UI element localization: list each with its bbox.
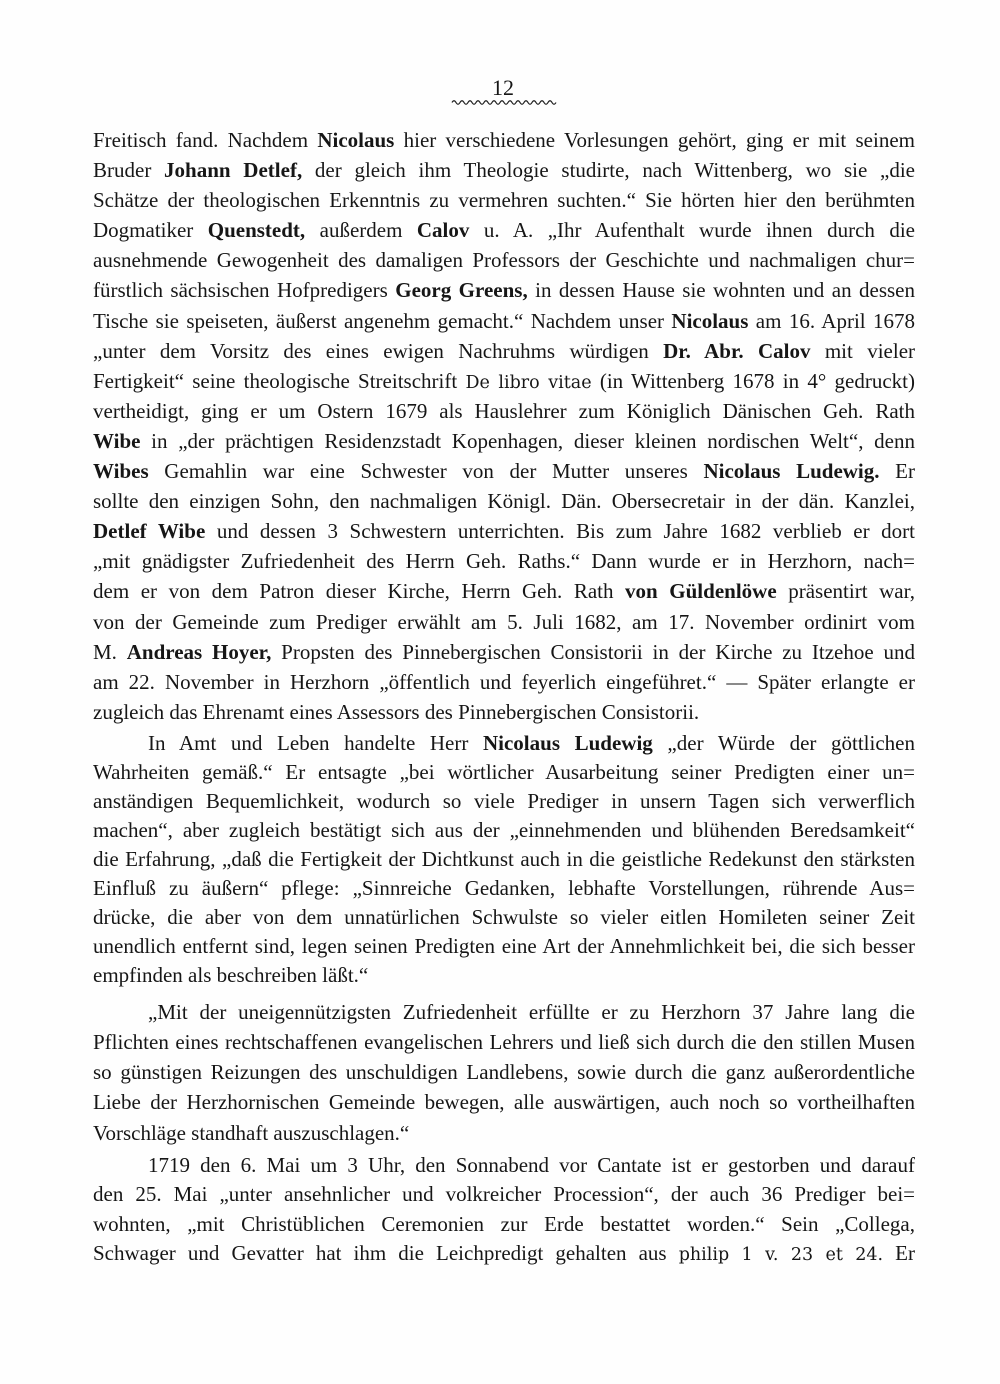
line-text: Bruder bbox=[93, 158, 165, 183]
line-text: in dessen Hause sie wohnten und an dessen bbox=[527, 278, 916, 303]
person-name: Georg Greens, bbox=[395, 278, 528, 303]
paragraph bbox=[93, 997, 915, 1148]
text-line: Liebe der Herzhornischen Gemeinde bewegen, alle auswärtigen, auch noch so vortheilhaften bbox=[93, 1090, 915, 1115]
line-text: Gemahlin war eine Schwester von der Mutter unseres bbox=[148, 459, 704, 484]
line-text: M. bbox=[93, 639, 127, 664]
bible-reference: philip 1 v. 23 et 24. bbox=[678, 1245, 884, 1266]
person-name: Detlef Wibe bbox=[93, 519, 206, 544]
text-line: zugleich das Ehrenamt eines Assessors des Pinnebergischen Consistorii. bbox=[93, 699, 700, 724]
line-text: „der Würde der göttlichen bbox=[652, 731, 915, 756]
paragraph bbox=[93, 125, 915, 727]
text-line: wohnten, „mit Christüblichen Ceremonien zur Erde bestattet worden.“ Sein „Collega, bbox=[93, 1211, 915, 1236]
text-line bbox=[93, 426, 915, 456]
text-line: Pflichten eines rechtschaffenen evangelischen Lehrers und ließ sich durch die den stillen Musen bbox=[93, 1029, 915, 1054]
text-line bbox=[93, 215, 915, 245]
text-line bbox=[93, 729, 915, 758]
line-text: in „der prächtigen Residenzstadt Kopenhagen, dieser kleinen nordischen Welt“, denn bbox=[140, 428, 915, 453]
line-text: In Amt und Leben handelte Herr bbox=[148, 731, 483, 756]
text-line: die Erfahrung, „daß die Fertigkeit der Dichtkunst auch in die geistliche Redekunst den stärksten bbox=[93, 847, 915, 872]
person-name: Wibes bbox=[93, 459, 149, 484]
line-text: Freitisch fand. Nachdem bbox=[93, 128, 318, 152]
page-body bbox=[93, 125, 915, 1268]
text-line: so günstigen Reizungen des unschuldigen Landlebens, sowie durch die ganz außerordentliche bbox=[93, 1060, 915, 1085]
text-line bbox=[93, 125, 915, 155]
line-text: der gleich ihm Theologie studirte, nach Wittenberg, wo sie „die bbox=[302, 158, 915, 183]
text-line: 1719 den 6. Mai um 3 Uhr, den Sonnabend vor Cantate ist er gestorben und darauf bbox=[148, 1153, 915, 1178]
text-line: anständigen Bequemlichkeit, wodurch so viele Prediger in unsern Tagen sich verwerflich bbox=[93, 789, 915, 814]
line-text: fürstlich sächsischen Hofpredigers bbox=[93, 278, 396, 303]
text-line: am 22. November in Herzhorn „öffentlich und feyerlich eingeführet.“ — Später erlangte er bbox=[93, 669, 915, 694]
line-text: Schwager und Gevatter hat ihm die Leichpredigt gehalten aus bbox=[93, 1241, 679, 1266]
person-name: Nicolaus bbox=[317, 128, 395, 152]
text-line bbox=[93, 336, 915, 366]
text-line: Schätze der theologischen Erkenntnis zu vermehren suchten.“ Sie hörten hier den berühmten bbox=[93, 188, 915, 213]
text-line: sollte den einzigen Sohn, den nachmaligen Königl. Dän. Obersecretair in der dän. Kanzlei, bbox=[93, 489, 915, 514]
line-text: (in Wittenberg 1678 in 4° gedruckt) bbox=[591, 368, 915, 393]
page-number-wavy-underline bbox=[451, 98, 558, 107]
person-name: von Güldenlöwe bbox=[625, 579, 777, 604]
line-text: am 16. April 1678 bbox=[748, 308, 916, 333]
text-line: unendlich entfernt sind, legen seinen Predigten eine Art der Annehmlichkeit bei, die sich besser bbox=[93, 934, 915, 959]
text-line: Vorschläge standhaft auszuschlagen.“ bbox=[93, 1120, 410, 1145]
line-text: und dessen 3 Schwestern unterrichten. Bis zum Jahre 1682 verblieb er dort bbox=[205, 519, 915, 544]
person-name: Nicolaus Ludewig bbox=[482, 731, 653, 756]
text-line: vertheidigt, ging er um Ostern 1679 als Hauslehrer zum Königlich Dänischen Geh. Rath bbox=[93, 398, 915, 423]
latin-title: De libro vitae bbox=[465, 372, 592, 393]
page-number: 12 bbox=[492, 75, 514, 100]
line-text: u. A. „Ihr Aufenthalt wurde ihnen durch die bbox=[469, 218, 915, 243]
text-line: Wahrheiten gemäß.“ Er entsagte „bei wörtlicher Ausarbeitung seiner Predigten einer un= bbox=[93, 760, 915, 785]
text-line bbox=[93, 275, 915, 305]
line-text: Propsten des Pinnebergischen Consistorii in der Kirche zu Itzehoe und bbox=[271, 639, 915, 664]
line-text: Er bbox=[883, 1241, 916, 1266]
person-name: Wibe bbox=[93, 428, 141, 453]
line-text: „unter dem Vorsitz des eines ewigen Nachruhms würdigen bbox=[93, 338, 664, 363]
person-name: Nicolaus Ludewig. bbox=[703, 459, 880, 484]
text-line bbox=[93, 637, 915, 667]
text-line bbox=[93, 516, 915, 546]
line-text: außerdem bbox=[305, 218, 417, 243]
person-name: Dr. Abr. Calov bbox=[663, 338, 811, 363]
text-line bbox=[93, 576, 915, 606]
line-text: Er bbox=[879, 459, 915, 484]
person-name: Andreas Hoyer, bbox=[126, 639, 272, 664]
paragraph bbox=[93, 729, 915, 990]
text-line bbox=[93, 366, 915, 396]
paragraph bbox=[93, 1151, 915, 1268]
text-line: von der Gemeinde zum Prediger erwählt am 5. Juli 1682, am 17. November ordinirt vom bbox=[93, 609, 915, 634]
text-line: „mit gnädigster Zufriedenheit des Herrn Geh. Raths.“ Dann wurde er in Herzhorn, nach= bbox=[93, 549, 915, 574]
text-line: den 25. Mai „unter ansehnlicher und volkreicher Procession“, der auch 36 Prediger bei= bbox=[93, 1182, 915, 1207]
person-name: Nicolaus bbox=[671, 308, 749, 333]
text-line: machen“, aber zugleich bestätigt sich aus der „einnehmenden und blühenden Beredsamkeit“ bbox=[93, 818, 915, 843]
line-text: Fertigkeit“ seine theologische Streitschrift bbox=[93, 368, 466, 393]
text-line: ausnehmende Gewogenheit des damaligen Professors der Geschichte und nachmaligen chur= bbox=[93, 248, 915, 273]
text-line bbox=[93, 456, 915, 486]
person-name: Calov bbox=[416, 218, 470, 243]
line-text: hier verschiedene Vorlesungen gehört, ging er mit seinem bbox=[394, 128, 915, 152]
person-name: Quenstedt, bbox=[207, 218, 306, 243]
text-line: Einfluß zu äußern“ pflege: „Sinnreiche Gedanken, lebhafte Vorstellungen, rührende Aus= bbox=[93, 876, 915, 901]
text-line: empfinden als beschreiben läßt.“ bbox=[93, 963, 369, 988]
text-line bbox=[93, 306, 915, 336]
line-text: mit vieler bbox=[810, 338, 916, 363]
person-name: Johann Detlef, bbox=[164, 158, 303, 183]
text-line bbox=[93, 155, 915, 185]
text-line bbox=[93, 1239, 915, 1268]
line-text: dem er von dem Patron dieser Kirche, Herrn Geh. Rath bbox=[93, 579, 626, 604]
line-text: präsentirt war, bbox=[776, 579, 915, 604]
line-text: Tische sie speiseten, äußerst angenehm gemacht.“ Nachdem unser bbox=[93, 308, 672, 333]
text-line: drücke, die aber von dem unnatürlichen Schwulste so vieler eitlen Homileten seiner Zeit bbox=[93, 905, 915, 930]
line-text: Dogmatiker bbox=[93, 218, 208, 243]
text-line: „Mit der uneigennützigsten Zufriedenheit erfüllte er zu Herzhorn 37 Jahre lang die bbox=[148, 999, 915, 1024]
